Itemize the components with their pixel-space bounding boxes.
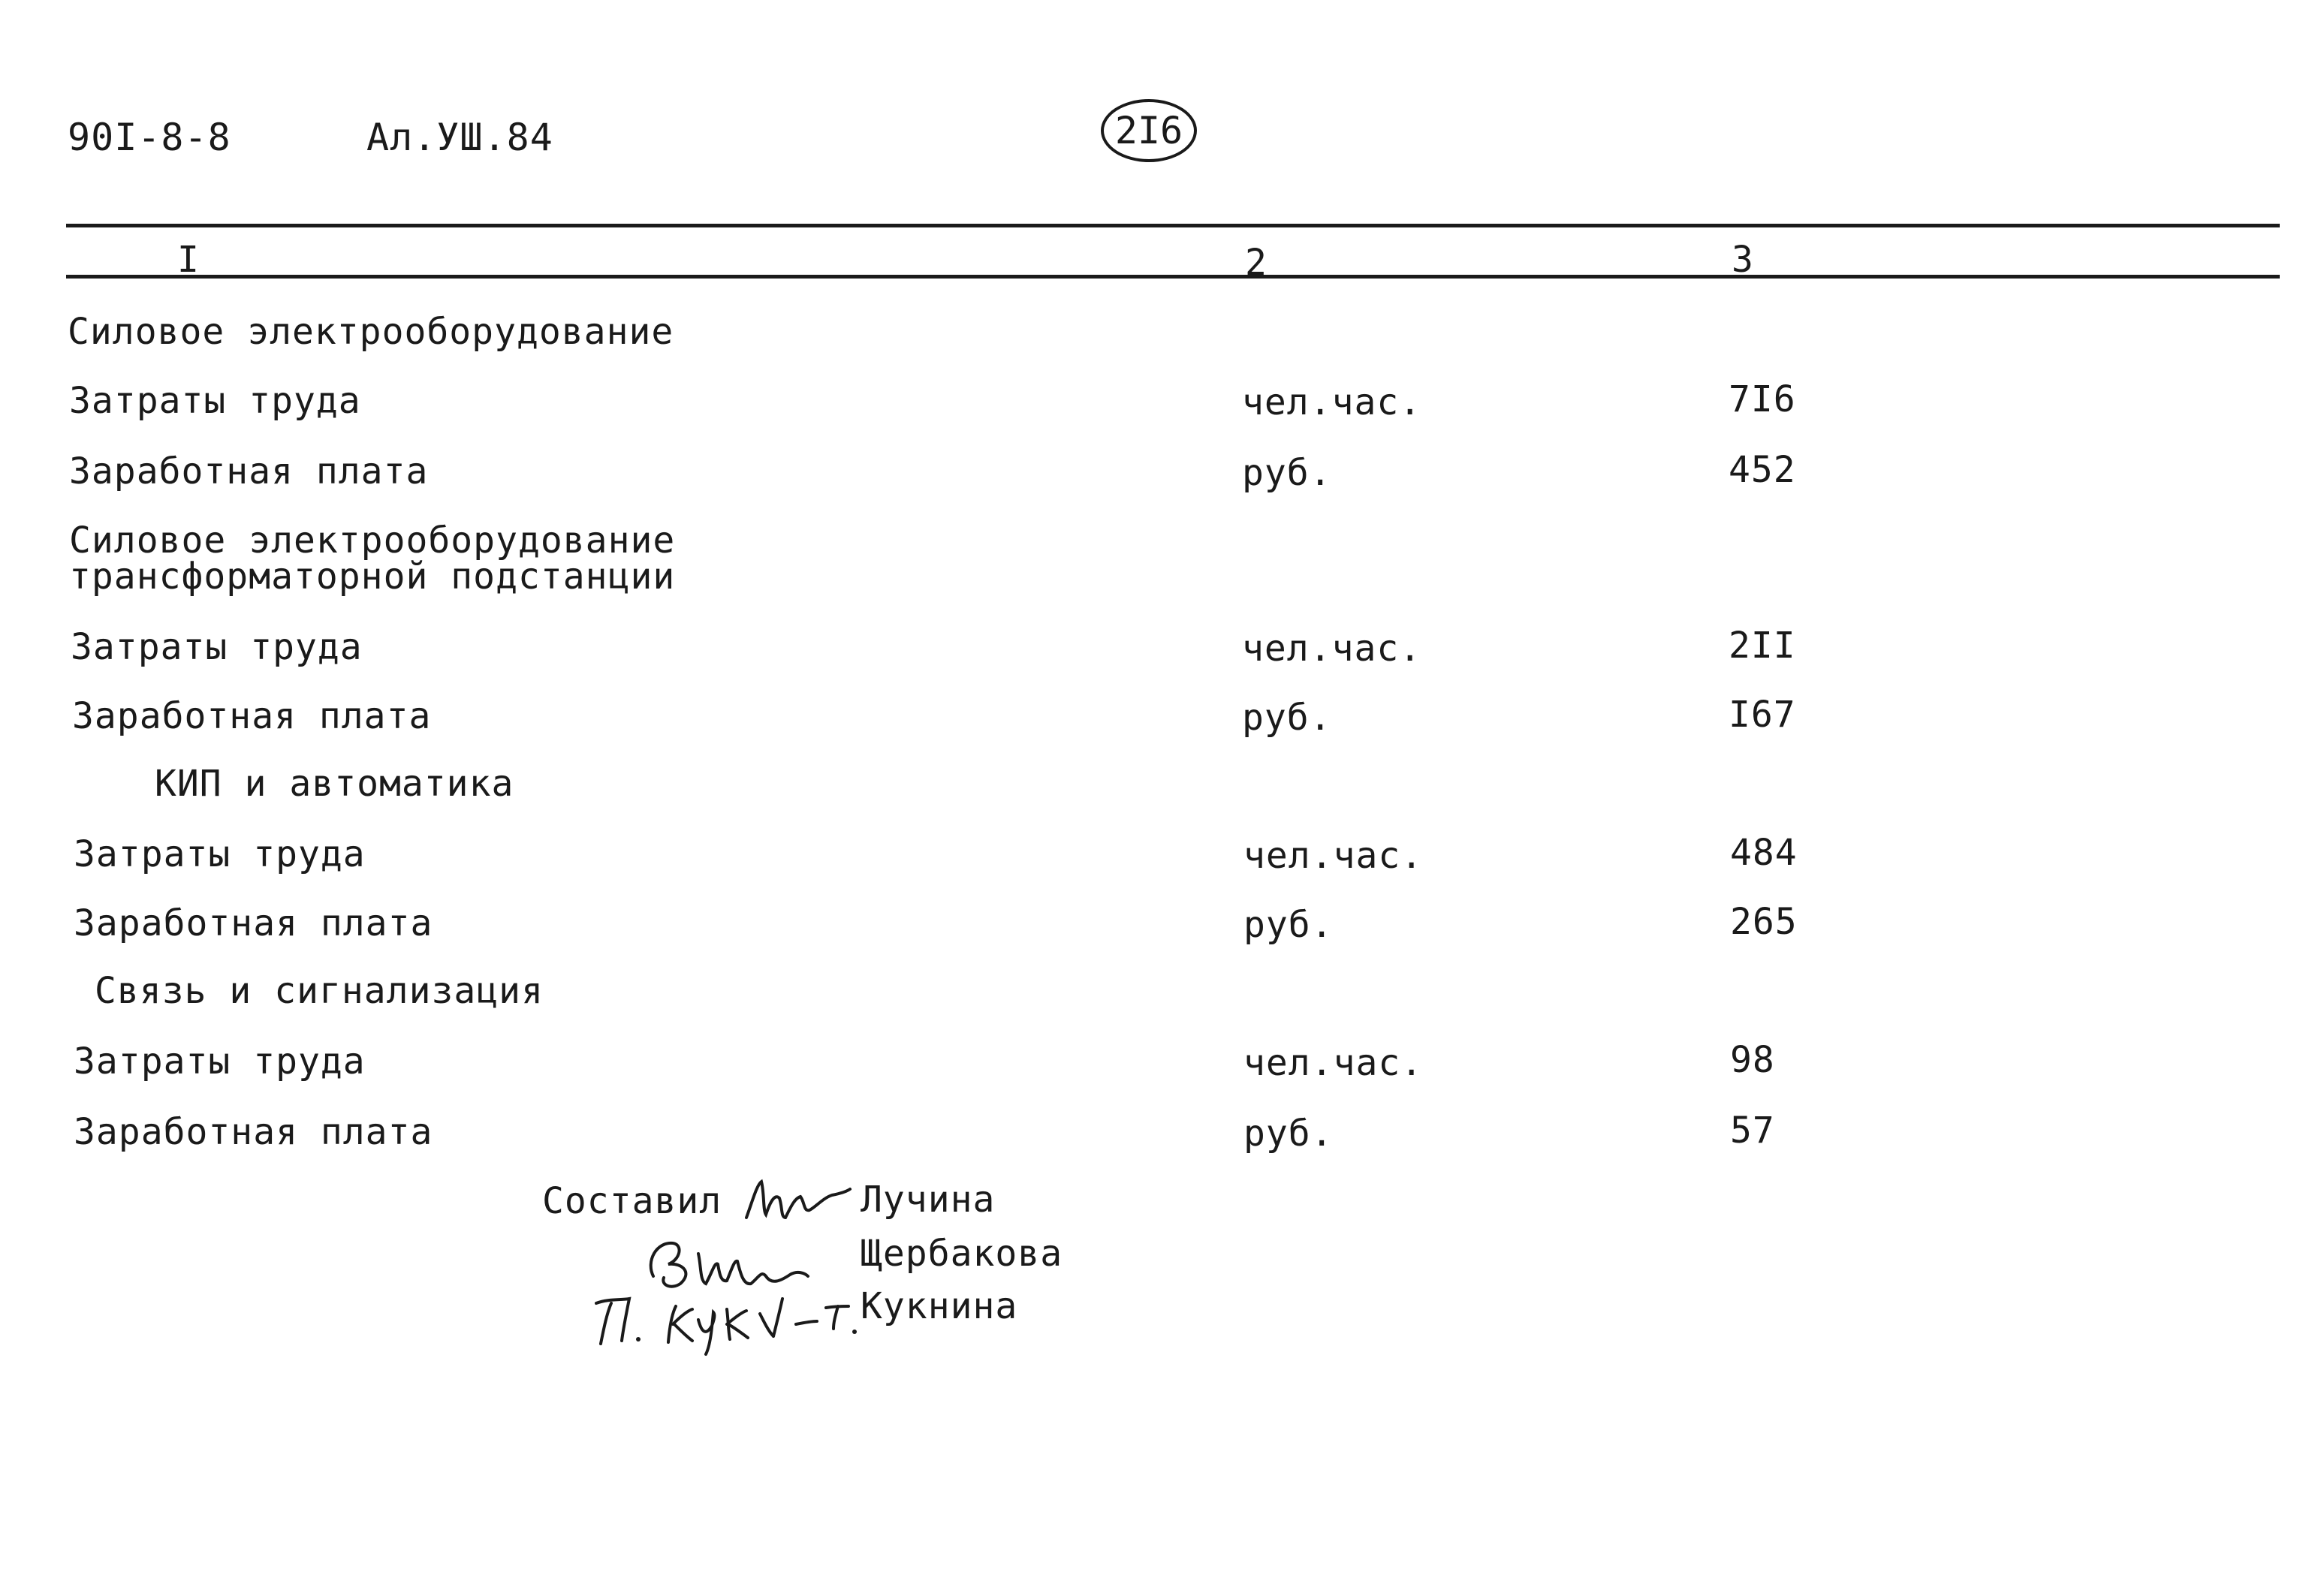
section-heading-line2: трансформаторной подстанции bbox=[69, 556, 676, 598]
album-code: Ал.УШ.84 bbox=[366, 116, 553, 159]
column-header-2: 2 bbox=[1245, 242, 1268, 284]
row-unit: руб. bbox=[1242, 452, 1332, 494]
row-unit: чел.час. bbox=[1242, 628, 1422, 670]
row-label: Заработная плата bbox=[72, 695, 432, 737]
row-value: 7I6 bbox=[1729, 378, 1796, 420]
row-unit: руб. bbox=[1242, 697, 1332, 739]
row-label: Затраты труда bbox=[71, 626, 363, 668]
row-value: 57 bbox=[1730, 1110, 1775, 1152]
row-value: I67 bbox=[1729, 694, 1796, 736]
table-header-rule bbox=[66, 275, 2280, 279]
document-code: 90I-8-8 bbox=[68, 116, 231, 159]
signature-scribble-1 bbox=[740, 1171, 853, 1231]
signer-name: Лучина bbox=[861, 1179, 996, 1221]
signer-name: Щербакова bbox=[861, 1233, 1063, 1275]
row-label: Заработная плата bbox=[69, 450, 429, 492]
row-value: 265 bbox=[1730, 901, 1798, 943]
signature-scribble-3 bbox=[586, 1276, 864, 1359]
section-heading: Силовое электрооборудование bbox=[69, 519, 676, 562]
row-unit: чел.час. bbox=[1242, 381, 1422, 423]
section-heading: Связь и сигнализация bbox=[95, 970, 544, 1012]
row-label: Заработная плата bbox=[74, 1111, 433, 1153]
row-value: 484 bbox=[1730, 832, 1798, 874]
row-label: Затраты труда bbox=[74, 1040, 366, 1083]
column-header-3: 3 bbox=[1732, 239, 1754, 281]
compiled-by-label: Составил bbox=[542, 1180, 722, 1222]
column-header-1: I bbox=[177, 239, 200, 281]
row-label: Затраты труда bbox=[69, 380, 361, 422]
signer-name: Кукнина bbox=[861, 1285, 1018, 1327]
row-unit: руб. bbox=[1243, 904, 1334, 946]
row-value: 452 bbox=[1729, 449, 1796, 491]
page-number: 2I6 bbox=[1101, 99, 1197, 162]
row-unit: чел.час. bbox=[1243, 835, 1424, 877]
row-value: 98 bbox=[1730, 1039, 1775, 1081]
row-unit: руб. bbox=[1243, 1113, 1334, 1155]
row-value: 2II bbox=[1729, 625, 1796, 667]
section-heading: Силовое электрооборудование bbox=[68, 311, 674, 353]
section-heading: КИП и автоматика bbox=[155, 763, 514, 805]
row-unit: чел.час. bbox=[1243, 1042, 1424, 1084]
table-top-rule bbox=[66, 224, 2280, 227]
row-label: Затраты труда bbox=[74, 833, 366, 875]
row-label: Заработная плата bbox=[74, 902, 433, 944]
